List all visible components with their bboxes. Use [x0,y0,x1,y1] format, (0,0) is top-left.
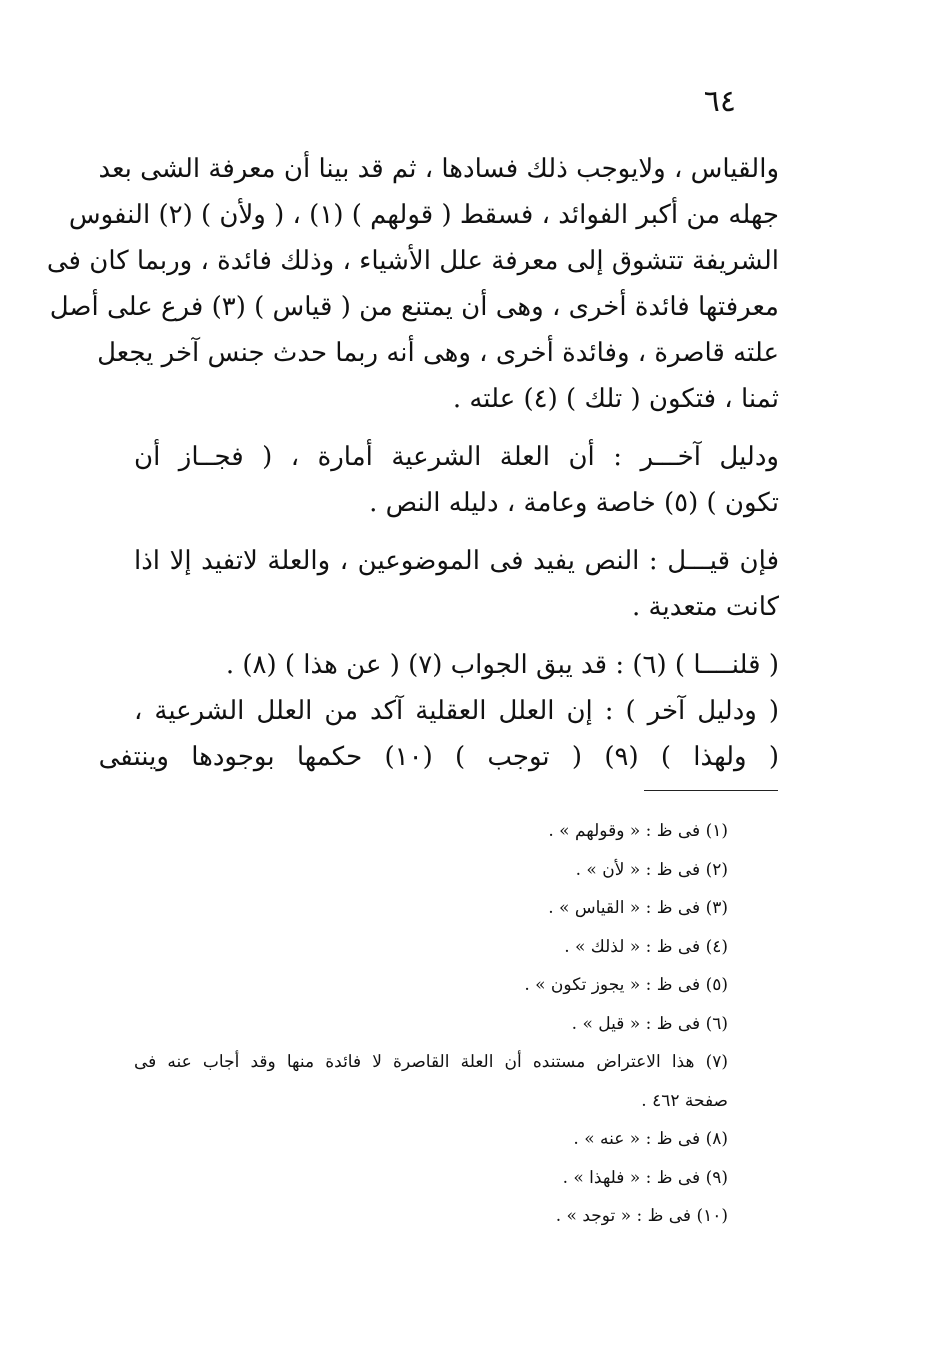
text-line: والقياس ، ولايوجب ذلك فسادها ، ثم قد بينا أن معرفة الشى بعد [98,154,779,184]
text-line: جهله من أكبر الفوائد ، فسقط ( قولهم ) (١) ، ( ولأن ) (٢) النفوس [68,200,779,230]
footnote-divider [644,790,778,791]
text-line: تكون ) (٥) خاصة وعامة ، دليله النص . [369,488,779,518]
footnote-continuation: صفحة ٤٦٢ . [641,1090,728,1111]
text-line: معرفتها فائدة أخرى ، وهى أن يمتنع من ( قياس ) (٣) فرع على أصل [49,292,779,322]
text-line: ( ودليل آخر ) : إن العلل العقلية آكد من العلل الشرعية ، [134,696,779,726]
footnote: (٢) فى ظ : « لأن » . [575,859,728,880]
text-line: ( ولهذا ) (٩) ( توجب ) (١٠) حكمها بوجودها وينتفى [98,742,779,772]
footnote: (٦) فى ظ : « قيل » . [571,1013,728,1034]
text-line: ثمنا ، فتكون ( تلك ) (٤) علته . [452,384,779,414]
footnote: (٨) فى ظ : « عنه » . [573,1129,728,1149]
text-line: كانت متعدية . [632,592,779,622]
main-text [46,146,779,780]
footnote: (٤) فى ظ : « لذلك » . [564,936,728,957]
text-line: علته قاصرة ، وفائدة أخرى ، وهى أنه ربما حدث جنس آخر يجعل [97,338,779,368]
footnote: (٥) فى ظ : « يجوز تكون » . [524,975,728,995]
text-line: ( قلنــــا ) (٦) : قد يبق الجواب (٧) ( عن هذا ) (٨) . [225,650,779,680]
footnote: (١٠) فى ظ : « توجد » . [555,1206,728,1226]
text-line: ودليل آخـــر : أن العلة الشرعية أمارة ، ( فجــاز أن [134,442,779,472]
footnote: (٣) فى ظ : « القياس » . [548,898,728,918]
footnote: (١) فى ظ : « وقولهم » . [548,821,728,841]
footnote: (٧) هذا الاعتراض مستنده أن العلة القاصرة لا فائدة منها وقد أجاب عنه فى [134,1052,728,1072]
text-line: الشريفة تتشوق إلى معرفة علل الأشياء ، وذلك فائدة ، وربما كان فى [46,246,779,276]
page-number: ٦٤ [703,84,736,119]
text-line: فإن قيـــل : النص يفيد فى الموضوعين ، والعلة لاتفيد إلا اذا [134,546,779,576]
footnotes [134,812,728,1236]
footnote: (٩) فى ظ : « فلهذا » . [562,1167,728,1188]
